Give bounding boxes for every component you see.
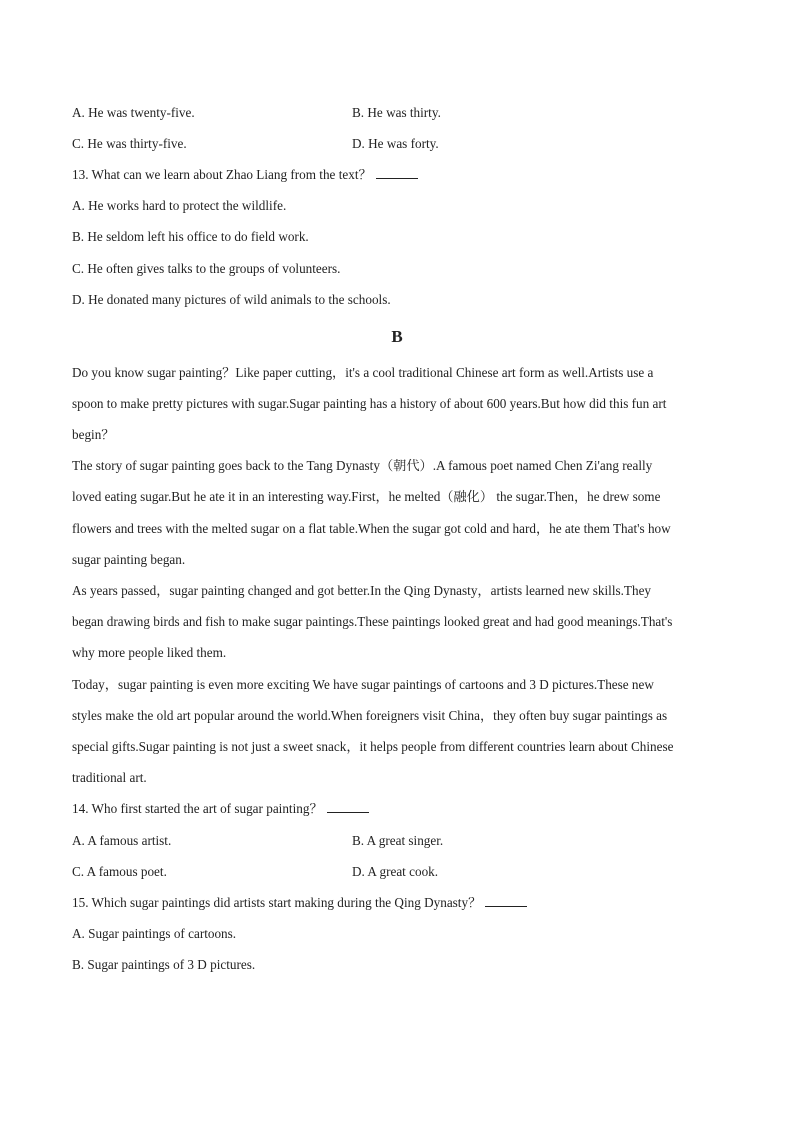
answer-blank	[485, 894, 527, 907]
passage-line: Today，sugar painting is even more exciting We have sugar paintings of cartoons and 3 D pictures.These new	[72, 677, 654, 692]
q15-option-a: A. Sugar paintings of cartoons.	[72, 926, 237, 941]
q14-option-d: D. A great cook.	[352, 864, 439, 879]
q14-option-b: B. A great singer.	[352, 833, 444, 848]
passage-line: Do you know sugar painting？Like paper cutting，it's a cool traditional Chinese art form as well.Artists use a	[72, 365, 654, 380]
q14-question	[72, 800, 722, 818]
q15-question-text: 15. Which sugar paintings did artists start making during the Qing Dynasty？	[72, 895, 482, 910]
passage-line: loved eating sugar.But he ate it in an interesting way.First，he melted（融化） the sugar.Then，he drew some	[72, 489, 661, 504]
q15-option-b: B. Sugar paintings of 3 D pictures.	[72, 957, 256, 972]
q13-option-c: C. He often gives talks to the groups of volunteers.	[72, 261, 341, 276]
q12-option-c: C. He was thirty-five.	[72, 136, 187, 151]
q12-option-d: D. He was forty.	[352, 136, 439, 151]
q15-question	[72, 894, 722, 912]
q13-option-d: D. He donated many pictures of wild animals to the schools.	[72, 292, 391, 307]
passage-line: traditional art.	[72, 770, 147, 785]
q14-option-c: C. A famous poet.	[72, 864, 167, 879]
passage-line: special gifts.Sugar painting is not just a sweet snack，it helps people from different countries learn about Chinese	[72, 739, 674, 754]
passage-line: began drawing birds and fish to make sugar paintings.These paintings looked great and had good meanings.That's	[72, 614, 673, 629]
section-heading: B	[391, 327, 403, 346]
passage-line: sugar painting began.	[72, 552, 186, 567]
q13-question	[72, 166, 722, 184]
answer-blank	[327, 800, 369, 813]
q14-question-text: 14. Who first started the art of sugar painting？	[72, 801, 323, 816]
q12-option-a: A. He was twenty-five.	[72, 105, 195, 120]
q13-question-text: 13. What can we learn about Zhao Liang from the text？	[72, 167, 372, 182]
passage-line: spoon to make pretty pictures with sugar.Sugar painting has a history of about 600 years.But how did this fun art	[72, 396, 667, 411]
passage-line: The story of sugar painting goes back to the Tang Dynasty（朝代）.A famous poet named Chen Zi'ang really	[72, 458, 653, 473]
passage-line: flowers and trees with the melted sugar on a flat table.When the sugar got cold and hard，he ate them That's how	[72, 521, 671, 536]
passage-line: styles make the old art popular around the world.When foreigners visit China，they often buy sugar paintings as	[72, 708, 668, 723]
q14-option-a: A. A famous artist.	[72, 833, 172, 848]
answer-blank	[376, 166, 418, 179]
passage-line: begin？	[72, 427, 115, 442]
q13-option-a: A. He works hard to protect the wildlife.	[72, 198, 287, 213]
passage-line: why more people liked them.	[72, 645, 227, 660]
q12-option-b: B. He was thirty.	[352, 105, 441, 120]
q13-option-b: B. He seldom left his office to do field work.	[72, 229, 309, 244]
passage-line: As years passed，sugar painting changed and got better.In the Qing Dynasty，artists learned new skills.They	[72, 583, 652, 598]
